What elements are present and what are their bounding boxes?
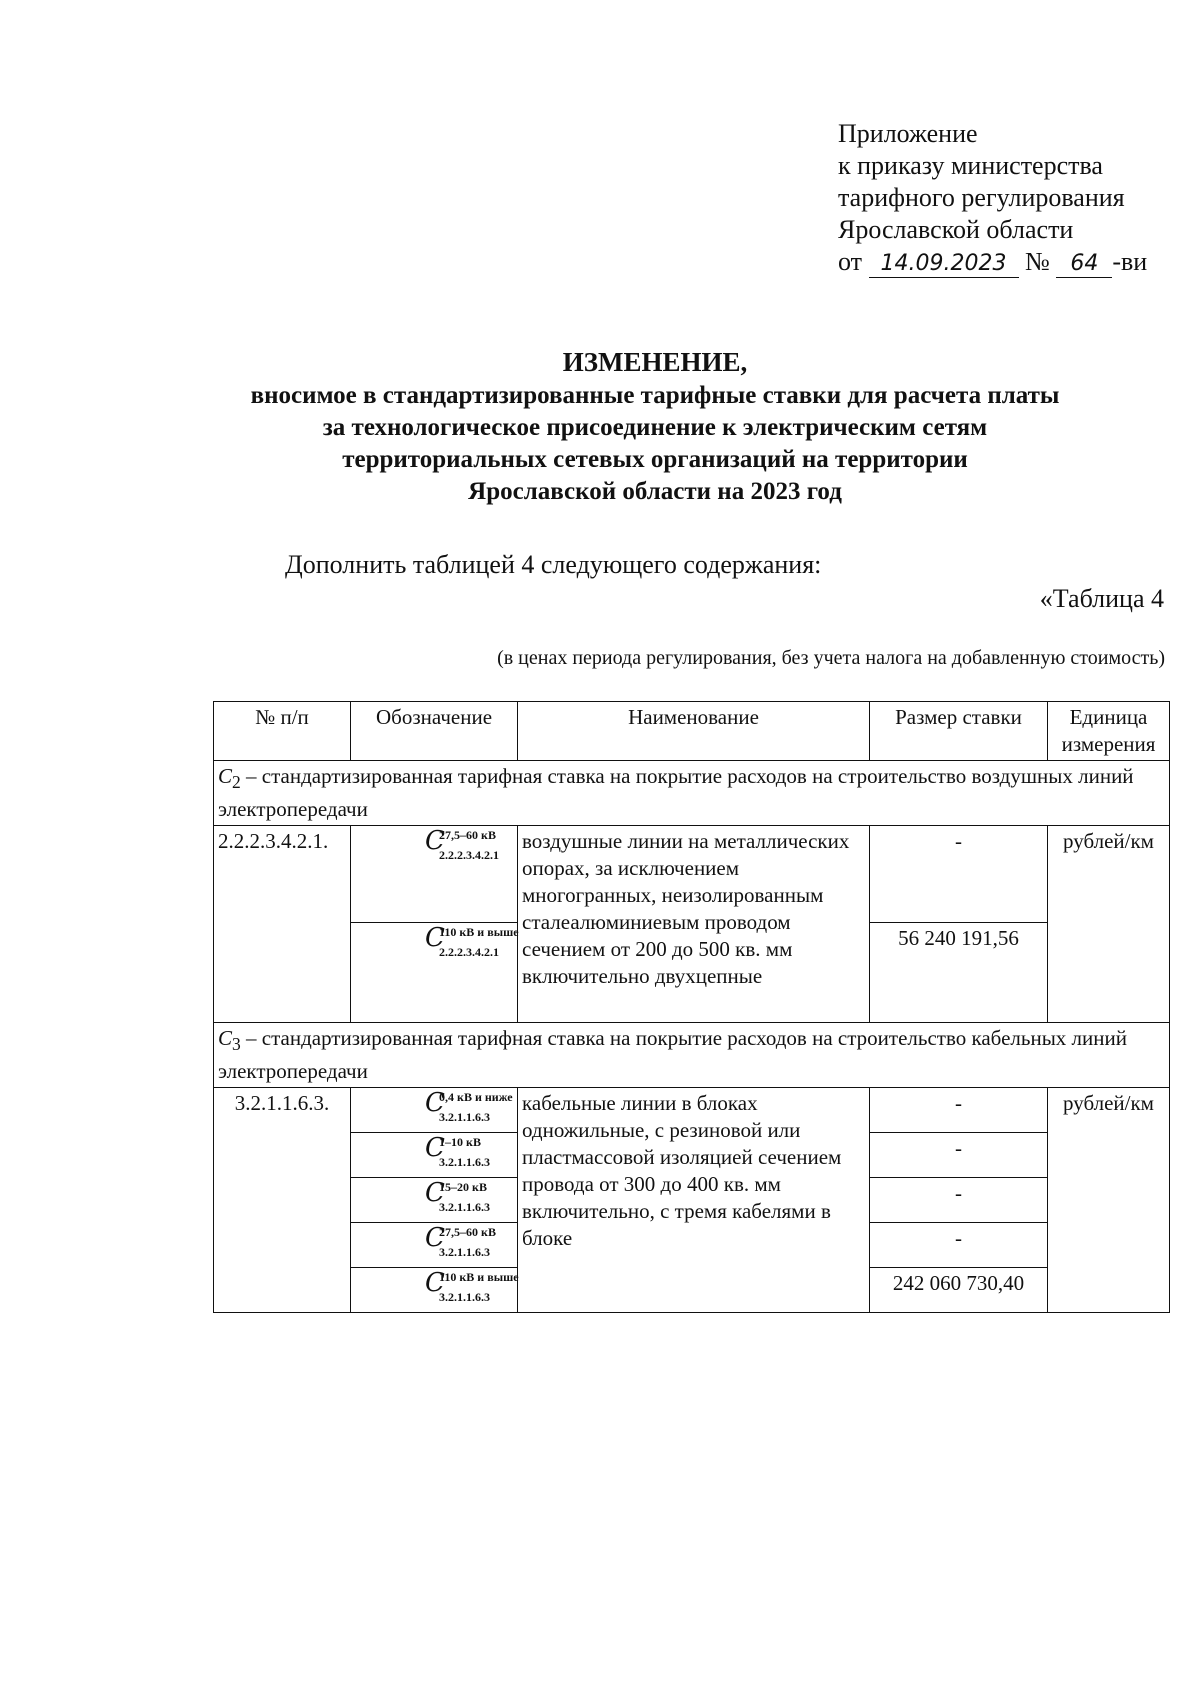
designation-cell [351,1223,518,1268]
section-c2 [214,761,1170,826]
rate-symbol: C 27,5–60 кВ 2.2.2.3.4.2.1 [425,826,500,863]
rate-symbol: C 1–10 кВ 3.2.1.1.6.3 [425,1133,491,1170]
table-row [214,826,1170,923]
section-text: – стандартизированная тарифная ставка на покрытие расходов на строительство кабельных линий электропередачи [218,1026,1127,1084]
title-line: Ярославской области на 2023 год [468,478,842,505]
appendix-line: Ярославской области [838,215,1074,244]
from-label: от [838,247,863,276]
appendix-line: Приложение [838,119,978,148]
designation-cell [351,1133,518,1178]
tariff-table [213,701,1170,1313]
appendix-line: тарифного регулирования [838,183,1125,212]
rate-cell: 56 240 191,56 [870,923,1048,1023]
price-note: (в ценах периода регулирования, без учета налога на добавленную стоимость) [497,647,1165,669]
title-line: за технологическое присоединение к электрическим сетям [322,414,988,441]
rate-cell: - [870,826,1048,923]
designation-cell [351,826,518,923]
appendix-block [838,118,1168,278]
rate-cell: 242 060 730,40 [870,1268,1048,1313]
table-header-row [214,702,1170,761]
unit-cell: рублей/км [1048,1088,1170,1313]
designation-cell [351,923,518,1023]
row-num: 2.2.2.3.4.2.1. [214,826,351,1023]
rate-symbol: C 110 кВ и выше 2.2.2.3.4.2.1 [425,923,519,960]
designation-cell [351,1178,518,1223]
header-rate: Размер ставки [870,702,1048,761]
section-text: – стандартизированная тарифная ставка на покрытие расходов на строительство воздушных линий электропередачи [218,764,1134,822]
title-line: территориальных сетевых организаций на территории [342,446,968,473]
handwritten-date: 14.09.2023 [869,251,1019,278]
title-line: вносимое в стандартизированные тарифные ставки для расчета платы [250,382,1060,409]
rate-symbol: C 27,5–60 кВ 3.2.1.1.6.3 [425,1223,496,1260]
row-name: кабельные линии в блоках одножильные, с резиновой или пластмассовой изоляцией сечением провода от 300 до 400 кв. мм включительно, с тремя кабелями в блоке [518,1088,870,1313]
table-label: «Таблица 4 [1039,584,1164,613]
intro-text: Дополнить таблицей 4 следующего содержания: [285,550,822,579]
section-symbol-sub: 3 [232,1034,241,1055]
section-symbol: C [218,1026,233,1051]
table-row [214,1088,1170,1133]
rate-symbol: C 0,4 кВ и ниже 3.2.1.1.6.3 [425,1088,513,1125]
section-symbol-sub: 2 [232,772,241,793]
document-title [140,346,1170,508]
number-suffix: -ви [1112,247,1148,276]
rate-symbol: C 15–20 кВ 3.2.1.1.6.3 [425,1178,491,1215]
header-num: № п/п [214,702,351,761]
row-num: 3.2.1.1.6.3. [214,1088,351,1313]
section-c3 [214,1023,1170,1088]
section-row [214,761,1170,826]
row-name: воздушные линии на металлических опорах, за исключением многогранных, неизолированным сталеалюминиевым проводом сечением от 200 до 500 кв. мм включительно двухцепные [518,826,870,1023]
section-row [214,1023,1170,1088]
rate-symbol: C 110 кВ и выше 3.2.1.1.6.3 [425,1268,519,1305]
designation-cell [351,1268,518,1313]
header-designation: Обозначение [351,702,518,761]
header-name: Наименование [518,702,870,761]
rate-cell: - [870,1178,1048,1223]
section-symbol: C [218,764,233,788]
unit-cell: рублей/км [1048,826,1170,1023]
appendix-line: к приказу министерства [838,151,1103,180]
title-line: ИЗМЕНЕНИЕ, [562,347,748,377]
rate-cell: - [870,1088,1048,1133]
handwritten-number: 64 [1056,251,1112,278]
rate-cell: - [870,1133,1048,1178]
designation-cell [351,1088,518,1133]
appendix-date-line [838,246,1168,278]
number-label: № [1025,247,1050,276]
header-unit: Единица измерения [1048,702,1170,761]
rate-cell: - [870,1223,1048,1268]
